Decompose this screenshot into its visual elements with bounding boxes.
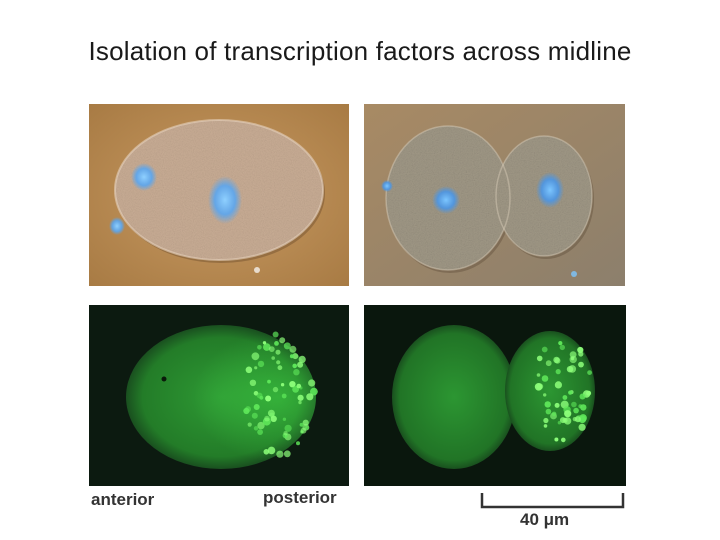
central-nucleus	[208, 176, 242, 224]
slide-title: Isolation of transcription factors across midline	[88, 36, 632, 66]
fluorescence-two-cell-embryo-image	[364, 305, 626, 486]
anterior-label: anterior	[91, 490, 155, 509]
anterior-nucleus	[131, 163, 157, 191]
scale-bar-label: 40 μm	[520, 510, 570, 529]
posterior-label: posterior	[263, 488, 337, 507]
dic-one-cell-embryo-image	[89, 104, 349, 286]
scale-bar	[480, 491, 625, 511]
fluorescence-one-cell-embryo-image	[89, 305, 349, 486]
posterior-cell-nucleus	[536, 172, 564, 208]
anterior-blastomere-fluorescence	[392, 325, 516, 469]
dic-two-cell-embryo-image	[364, 104, 625, 286]
polar-body	[109, 217, 125, 235]
anterior-cell-nucleus	[432, 186, 460, 214]
